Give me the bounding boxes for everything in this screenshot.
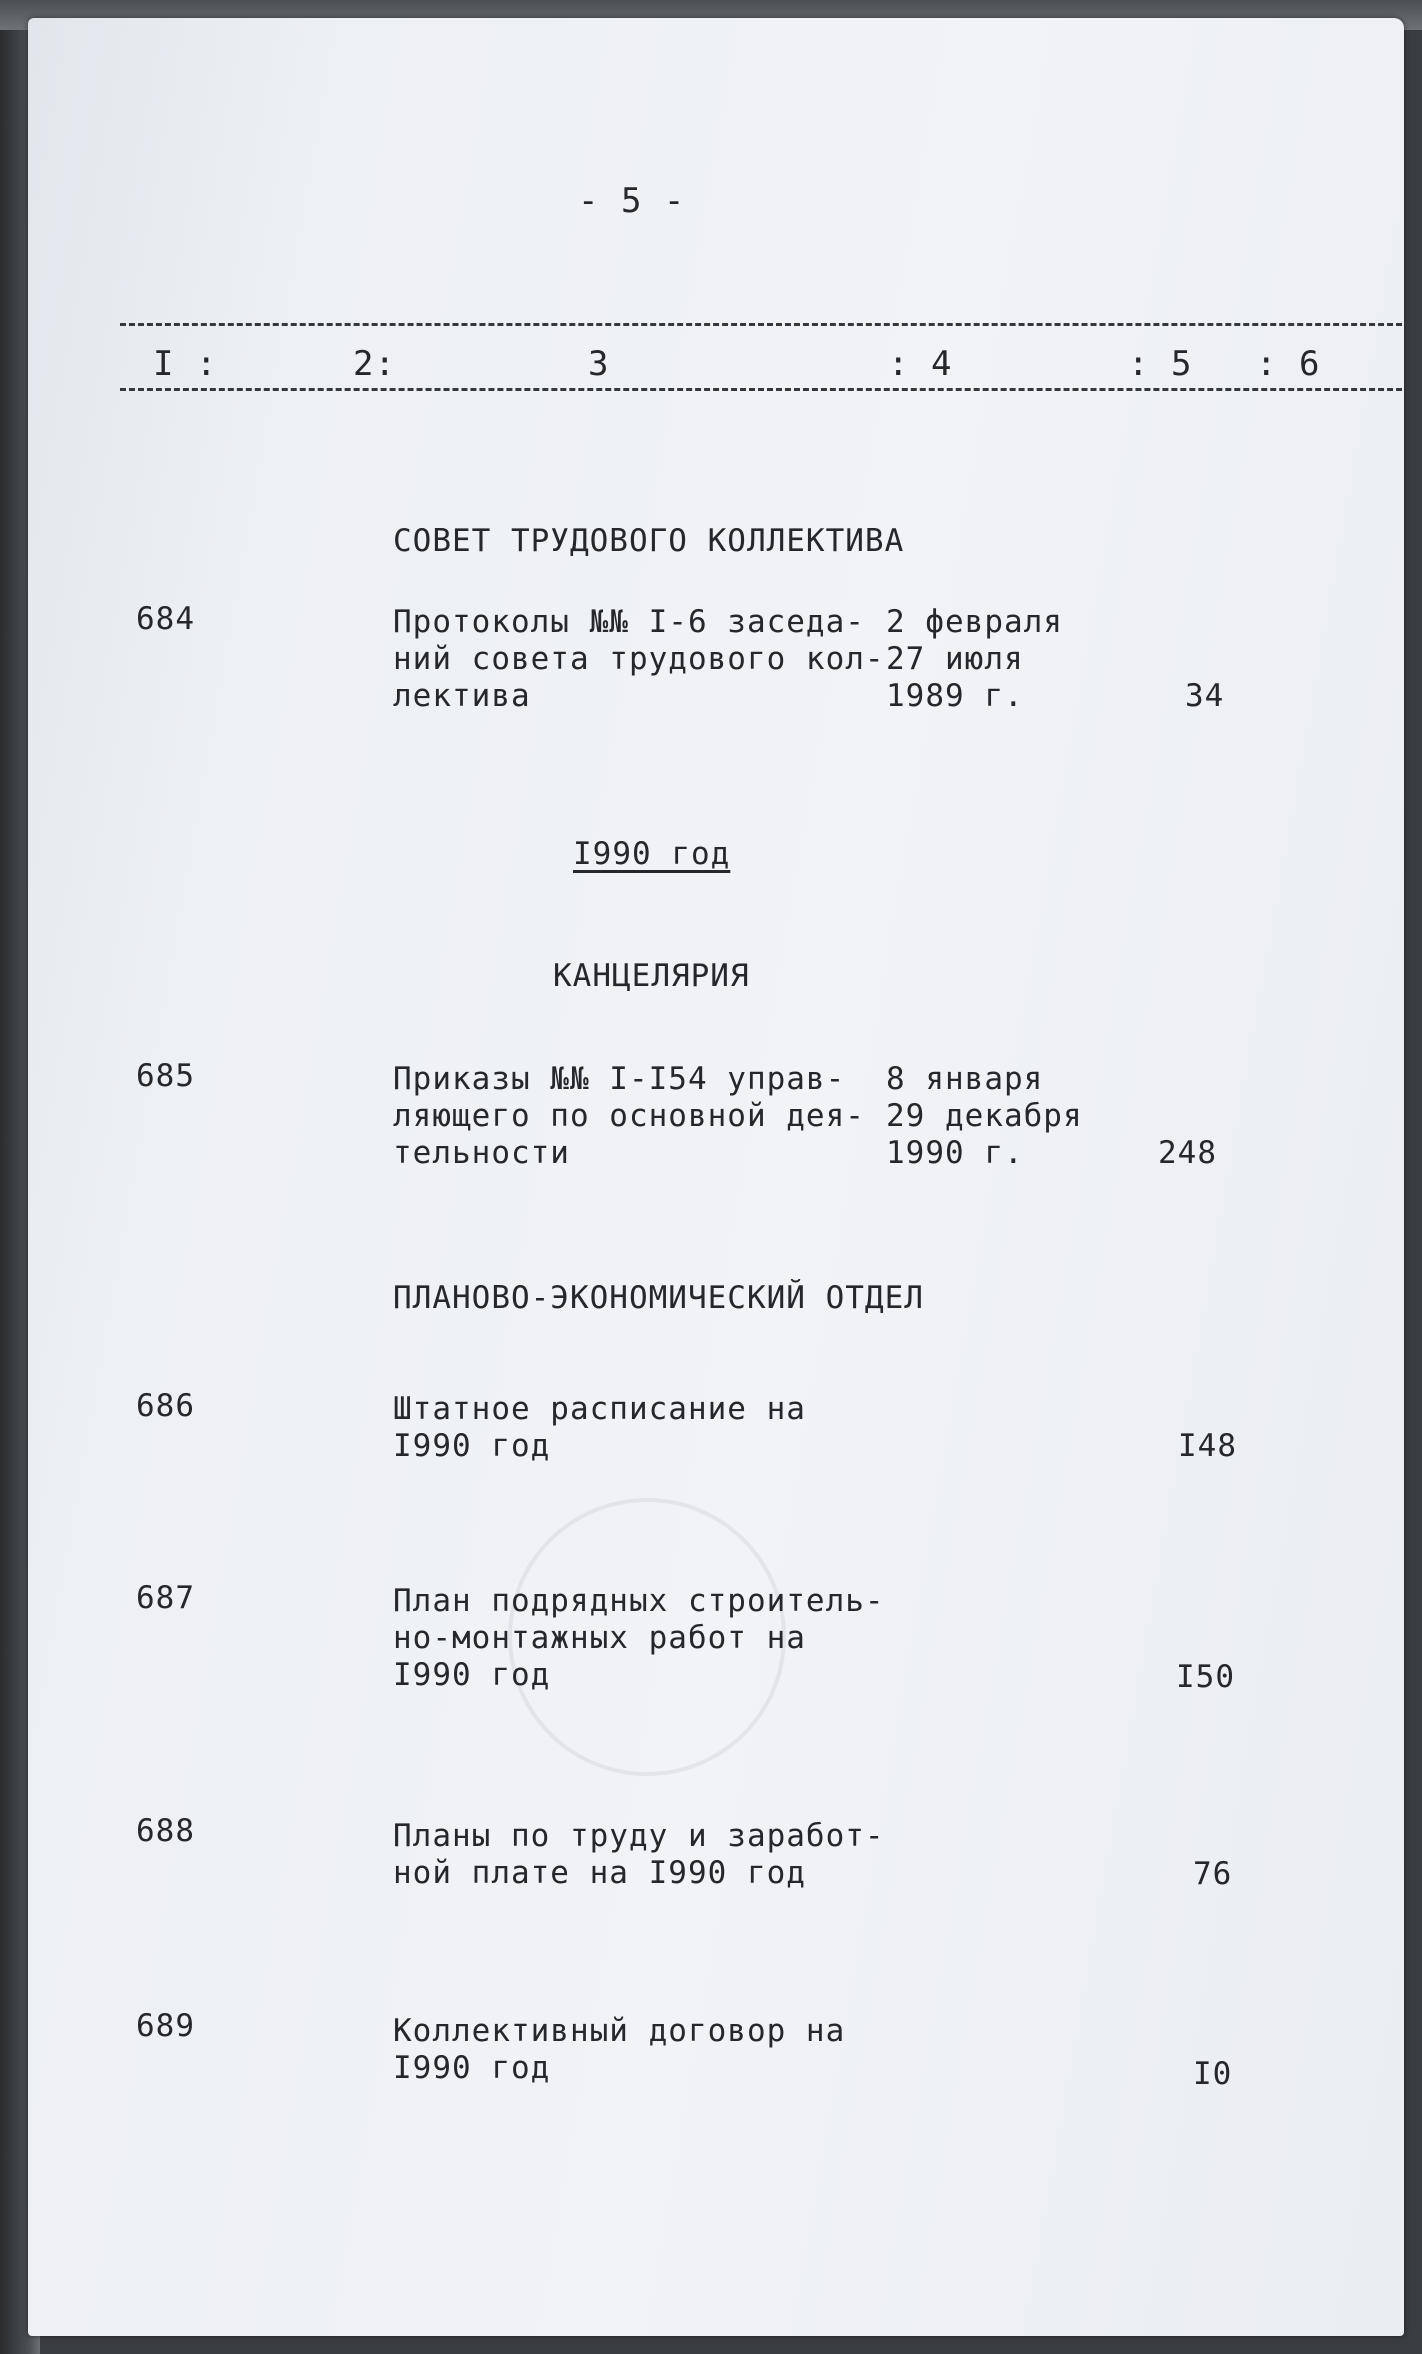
header-rule-top [120, 323, 1404, 326]
entry-title: План подрядных строитель- но-монтажных работ на I990 год [393, 1583, 885, 1693]
entry-count: I0 [1193, 2056, 1233, 2092]
section-heading-office: КАНЦЕЛЯРИЯ [553, 958, 750, 994]
column-header-6: : 6 [1256, 344, 1321, 384]
entry-dates: 8 января 29 декабря 1990 г. [886, 1061, 1083, 1171]
entry-number: 684 [136, 601, 195, 637]
document-page [28, 18, 1404, 2336]
entry-number: 688 [136, 1813, 195, 1849]
column-header-3: 3 [588, 344, 610, 384]
entry-count: I50 [1176, 1659, 1235, 1695]
entry-number: 689 [136, 2008, 195, 2044]
entry-count: 76 [1193, 1856, 1233, 1892]
entry-dates: 2 февраля 27 июля 1989 г. [886, 604, 1063, 714]
entry-count: I48 [1178, 1428, 1237, 1464]
entry-title: Коллективный договор на I990 год [393, 2013, 846, 2086]
section-heading-stk: СОВЕТ ТРУДОВОГО КОЛЛЕКТИВА [393, 523, 905, 559]
entry-title: Штатное расписание на I990 год [393, 1391, 806, 1464]
column-header-4: : 4 [888, 344, 953, 384]
header-rule-bottom [120, 388, 1404, 391]
page-number: - 5 - [578, 181, 686, 221]
entry-title: Протоколы №№ I-6 заседа- ний совета трудового кол- лектива [393, 604, 885, 714]
column-header-1: I : [153, 344, 218, 384]
entry-number: 687 [136, 1580, 195, 1616]
entry-number: 686 [136, 1388, 195, 1424]
entry-number: 685 [136, 1058, 195, 1094]
section-heading-plan: ПЛАНОВО-ЭКОНОМИЧЕСКИЙ ОТДЕЛ [393, 1280, 924, 1316]
column-header-2: 2: [353, 344, 396, 384]
column-header-5: : 5 [1128, 344, 1193, 384]
year-heading: I990 год [573, 836, 731, 872]
entry-title: Приказы №№ I-I54 управ- ляющего по основной дея- тельности [393, 1061, 865, 1171]
entry-count: 248 [1158, 1135, 1217, 1171]
entry-count: 34 [1185, 678, 1225, 714]
entry-title: Планы по труду и заработ- ной плате на I990 год [393, 1818, 885, 1891]
